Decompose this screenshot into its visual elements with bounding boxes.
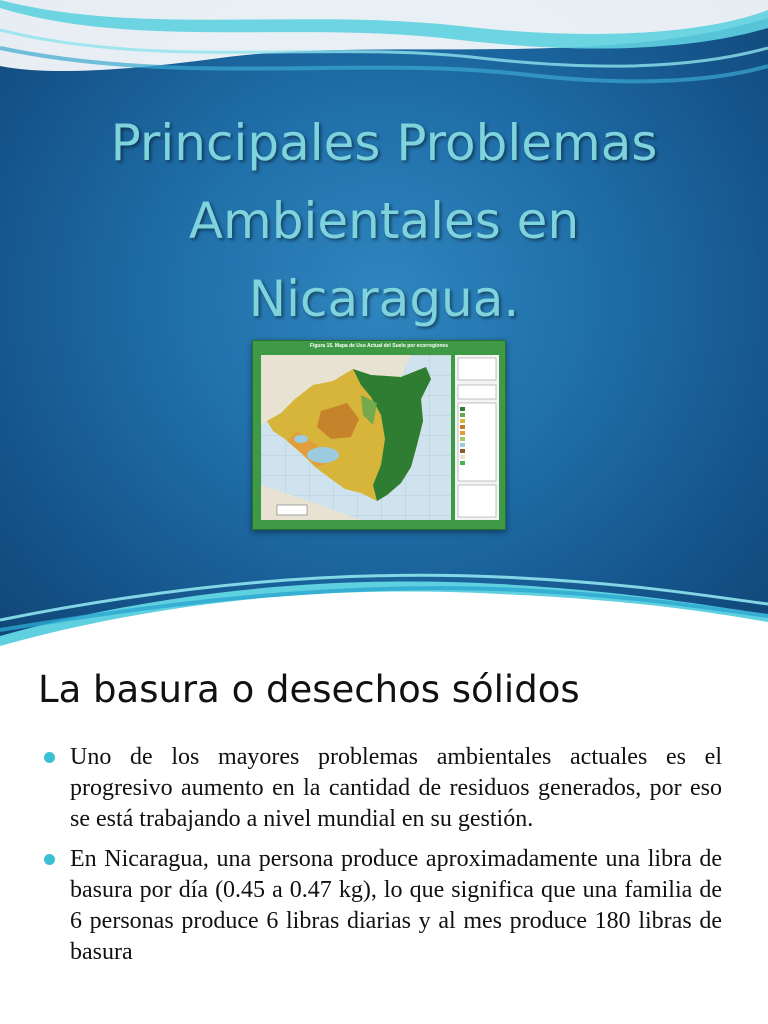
title-line: Principales Problemas — [110, 114, 658, 172]
legend-graphic — [455, 355, 499, 520]
nicaragua-land-use-map — [252, 340, 506, 530]
bullet-dot-icon — [44, 854, 55, 865]
map-graphic — [261, 355, 451, 520]
bullet-item — [38, 742, 722, 835]
bullet-item — [38, 844, 722, 968]
slide-title — [40, 104, 728, 338]
map-area — [261, 355, 451, 520]
slide-heading: La basura o desechos sólidos — [38, 668, 580, 711]
bullet-text: Uno de los mayores problemas ambientales actuales es el progresivo aumento en la cantidad de residuos generados, por eso se está trabajando a nivel mundial en su gestión. — [70, 744, 722, 832]
decorative-wave-bottom — [0, 560, 768, 662]
decorative-wave-top — [0, 0, 768, 96]
bullet-text: En Nicaragua, una persona produce aproximadamente una libra de basura por día (0.45 a 0.47 kg), lo que significa que una familia de 6 personas produce 6 libras diarias y al mes produce 180 libras de basura — [70, 846, 722, 965]
bullet-list — [38, 742, 722, 977]
bullet-dot-icon — [44, 752, 55, 763]
map-caption: Figura 15. Mapa de Uso Actual del Suelo por ecorregiones — [309, 343, 449, 349]
content-slide — [0, 662, 768, 1024]
title-line: Ambientales en — [188, 192, 580, 250]
title-line: Nicaragua. — [248, 270, 520, 328]
map-legend — [455, 355, 499, 520]
